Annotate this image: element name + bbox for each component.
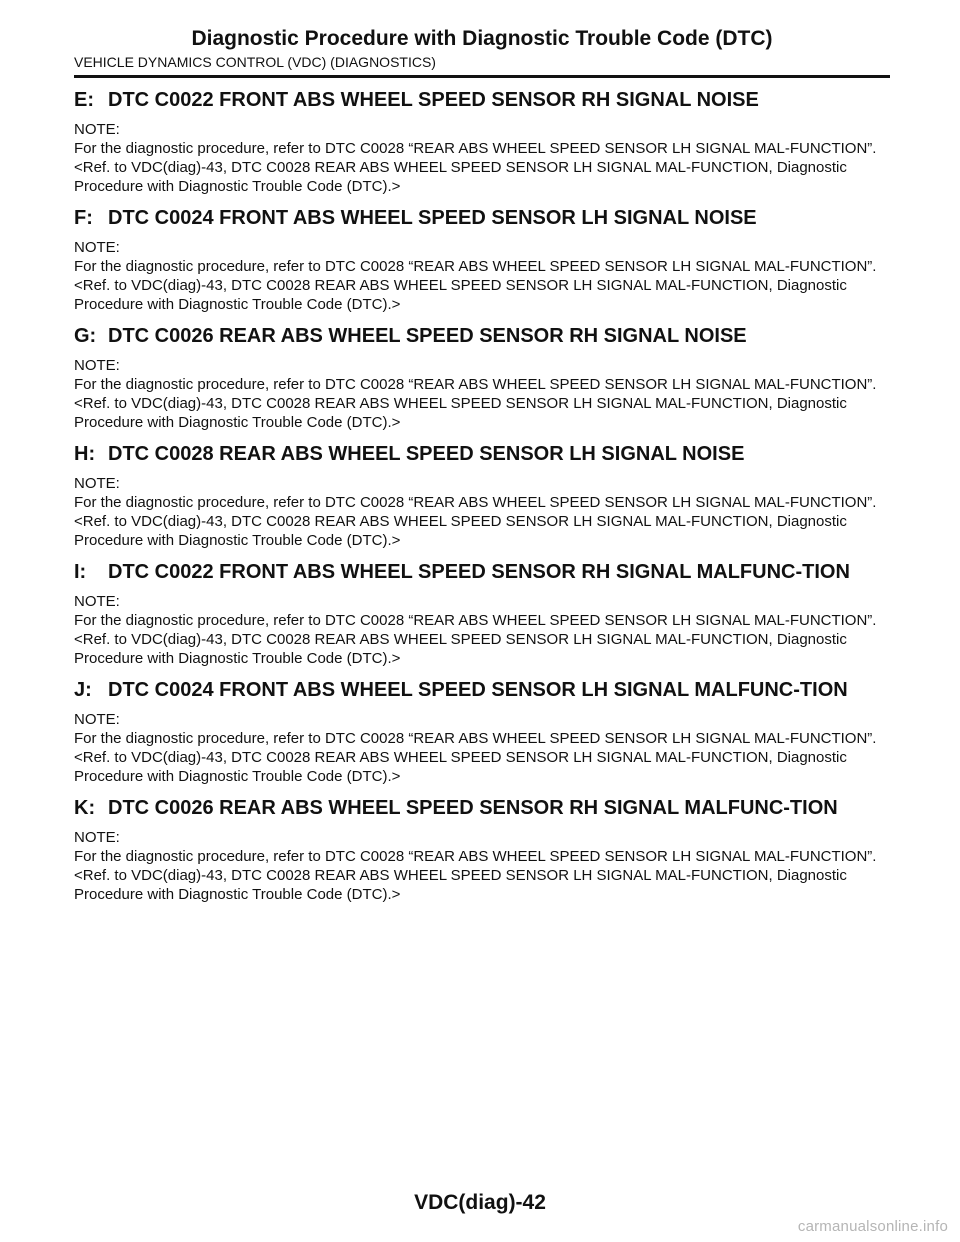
section-h	[74, 442, 890, 550]
section-heading	[74, 796, 890, 820]
section-letter: J:	[74, 679, 92, 701]
note-text: For the diagnostic procedure, refer to DTC C0028 “REAR ABS WHEEL SPEED SENSOR LH SIGNAL MAL-FUNCTION”. <Ref. to VDC(diag)-43, DTC C0028 REAR ABS WHEEL SPEED SENSOR LH SIGNAL MAL-FUNCTION, Diagnostic Procedure with Diagnostic Trouble Code (DTC).>	[74, 730, 877, 785]
section-f	[74, 206, 890, 314]
section-title: DTC C0026 REAR ABS WHEEL SPEED SENSOR RH SIGNAL NOISE	[108, 325, 747, 347]
section-i	[74, 560, 890, 668]
note-label: NOTE:	[74, 121, 120, 138]
page-number: VDC(diag)-42	[414, 1191, 546, 1214]
note-text: For the diagnostic procedure, refer to DTC C0028 “REAR ABS WHEEL SPEED SENSOR LH SIGNAL MAL-FUNCTION”. <Ref. to VDC(diag)-43, DTC C0028 REAR ABS WHEEL SPEED SENSOR LH SIGNAL MAL-FUNCTION, Diagnostic Procedure with Diagnostic Trouble Code (DTC).>	[74, 612, 877, 667]
section-heading	[74, 324, 890, 348]
section-letter: I:	[74, 561, 87, 583]
section-heading	[74, 678, 890, 702]
section-letter: G:	[74, 325, 97, 347]
document-body	[74, 88, 890, 914]
section-title: DTC C0022 FRONT ABS WHEEL SPEED SENSOR RH SIGNAL NOISE	[108, 89, 759, 111]
note-text: For the diagnostic procedure, refer to DTC C0028 “REAR ABS WHEEL SPEED SENSOR LH SIGNAL MAL-FUNCTION”. <Ref. to VDC(diag)-43, DTC C0028 REAR ABS WHEEL SPEED SENSOR LH SIGNAL MAL-FUNCTION, Diagnostic Procedure with Diagnostic Trouble Code (DTC).>	[74, 376, 877, 431]
watermark: carmanualsonline.info	[797, 1218, 948, 1235]
section-letter: F:	[74, 207, 93, 229]
section-heading	[74, 88, 890, 112]
section-heading	[74, 560, 890, 584]
note-text: For the diagnostic procedure, refer to DTC C0028 “REAR ABS WHEEL SPEED SENSOR LH SIGNAL MAL-FUNCTION”. <Ref. to VDC(diag)-43, DTC C0028 REAR ABS WHEEL SPEED SENSOR LH SIGNAL MAL-FUNCTION, Diagnostic Procedure with Diagnostic Trouble Code (DTC).>	[74, 258, 877, 313]
section-title: DTC C0024 FRONT ABS WHEEL SPEED SENSOR LH SIGNAL MALFUNC-TION	[108, 679, 848, 701]
section-title: DTC C0028 REAR ABS WHEEL SPEED SENSOR LH SIGNAL NOISE	[108, 443, 745, 465]
page-header	[74, 26, 890, 71]
header-title: Diagnostic Procedure with Diagnostic Trouble Code (DTC)	[191, 27, 773, 50]
note-label: NOTE:	[74, 475, 120, 492]
header-divider	[74, 75, 890, 78]
section-letter: K:	[74, 797, 96, 819]
note-label: NOTE:	[74, 357, 120, 374]
section-g	[74, 324, 890, 432]
section-letter: E:	[74, 89, 94, 111]
note-text: For the diagnostic procedure, refer to DTC C0028 “REAR ABS WHEEL SPEED SENSOR LH SIGNAL MAL-FUNCTION”. <Ref. to VDC(diag)-43, DTC C0028 REAR ABS WHEEL SPEED SENSOR LH SIGNAL MAL-FUNCTION, Diagnostic Procedure with Diagnostic Trouble Code (DTC).>	[74, 848, 877, 903]
section-title: DTC C0024 FRONT ABS WHEEL SPEED SENSOR LH SIGNAL NOISE	[108, 207, 757, 229]
section-heading	[74, 206, 890, 230]
section-title: DTC C0022 FRONT ABS WHEEL SPEED SENSOR RH SIGNAL MALFUNC-TION	[108, 561, 850, 583]
note-label: NOTE:	[74, 829, 120, 846]
section-letter: H:	[74, 443, 96, 465]
section-title: DTC C0026 REAR ABS WHEEL SPEED SENSOR RH SIGNAL MALFUNC-TION	[108, 797, 838, 819]
note-text: For the diagnostic procedure, refer to DTC C0028 “REAR ABS WHEEL SPEED SENSOR LH SIGNAL MAL-FUNCTION”. <Ref. to VDC(diag)-43, DTC C0028 REAR ABS WHEEL SPEED SENSOR LH SIGNAL MAL-FUNCTION, Diagnostic Procedure with Diagnostic Trouble Code (DTC).>	[74, 494, 877, 549]
section-k	[74, 796, 890, 904]
note-label: NOTE:	[74, 239, 120, 256]
note-label: NOTE:	[74, 711, 120, 728]
header-subtitle: VEHICLE DYNAMICS CONTROL (VDC) (DIAGNOSTICS)	[74, 54, 436, 70]
note-label: NOTE:	[74, 593, 120, 610]
section-j	[74, 678, 890, 786]
section-heading	[74, 442, 890, 466]
section-e	[74, 88, 890, 196]
note-text: For the diagnostic procedure, refer to DTC C0028 “REAR ABS WHEEL SPEED SENSOR LH SIGNAL MAL-FUNCTION”. <Ref. to VDC(diag)-43, DTC C0028 REAR ABS WHEEL SPEED SENSOR LH SIGNAL MAL-FUNCTION, Diagnostic Procedure with Diagnostic Trouble Code (DTC).>	[74, 140, 877, 195]
